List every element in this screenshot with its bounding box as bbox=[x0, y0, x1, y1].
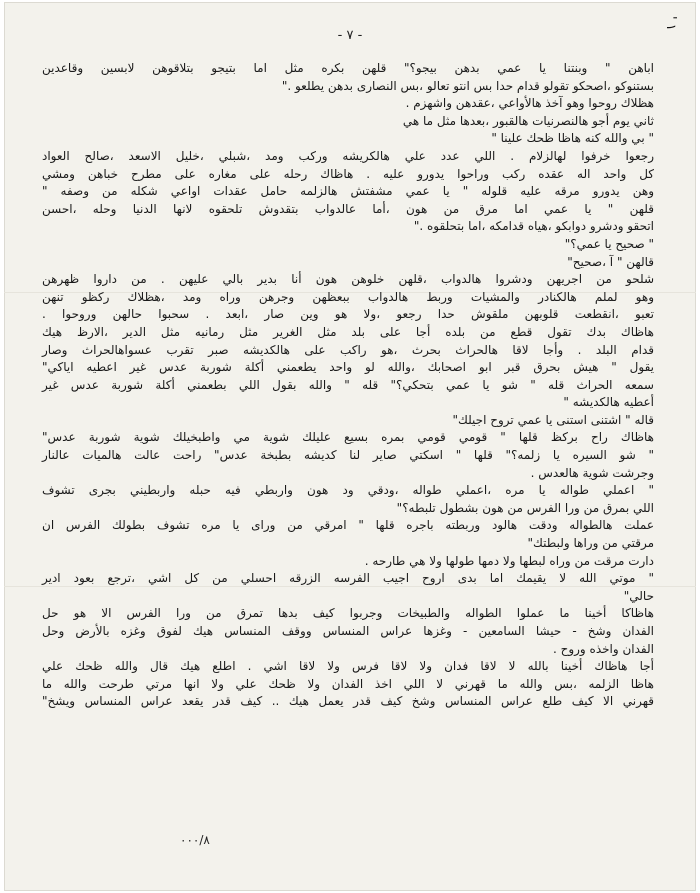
text-line: " بي والله كنه هاظا ظحك علينا " bbox=[491, 131, 654, 146]
text-line: هاظاك بدك تقول قطع من بلده أجا على بلد مثل الغرير مثل رمانيه مثل الدير ،الارظ هيك bbox=[42, 324, 654, 339]
text-line: شلحو من اجريهن ودشروا هالدواب ،قلهن خلوهن هون أنا بدير بالي عليهن . من داروا ظهرهن bbox=[42, 272, 654, 287]
document-page bbox=[4, 2, 696, 891]
text-line: كل واحد اله عقده ركب وراحوا يدورو عليه . هاظاك رحله على مغاره على مطرح خباهن ومشي bbox=[42, 166, 654, 181]
text-line: وهن يدورو مرقه عليه قلوله " يا عمي مشفتش هالزلمه حامل عقدات اواعي شكله من وصفه " bbox=[42, 184, 654, 199]
text-line: اتحقو ودشرو دوابكو ،هياه قدامكه ،اما بتحلقوه ." bbox=[413, 219, 654, 234]
text-line: " صحيح يا عمي؟" bbox=[564, 236, 654, 251]
text-line: " اعملي طواله يا مره ،اعملي طواله ،ودقي ود هون واربطي فيه حبله واربطيني بجرى تشوف bbox=[42, 483, 654, 498]
text-line: أعطيه هالكديشه " bbox=[563, 395, 654, 410]
corner-marks: ' ١ bbox=[663, 16, 678, 31]
text-line: وجرشت شوية هالعدس . bbox=[530, 465, 654, 480]
text-line: الفدان واخذه وروح . bbox=[552, 641, 654, 656]
text-line: اباهن " وبنتنا يا عمي بدهن بيجو؟" قلهن بكره مثل اما بتيجو بتلاقوهن لابسين وقاعدين bbox=[42, 61, 654, 75]
text-line: يقول " هيش بحرق قبر ابو اصحابك ،والله لو واحد يطعمني أكلة شوربة عدس غير اعطيه اياكي" bbox=[42, 360, 654, 375]
text-line: " شو السيره يا زلمه؟" قلها " اسكتي صاير لنا كديشه بطبخة عدس" راحت عالت هالميات عالنار bbox=[42, 448, 654, 463]
text-line: بستنوكو ،اصحكو تقولو قدام حدا بس انتو تعالو ،بس النصارى بدهن يطلعو ." bbox=[281, 78, 654, 93]
text-line: تعبو ،انقطعت قلوبهن ملقوش حدا رجعو ،ولا هو وين صار ،ابعد . سحبوا حالهن وروحوا . bbox=[42, 307, 654, 322]
text-line: أجا هاظاك أخينا بالله لا لاقا فدان ولا لاقا فرس ولا لاقا اشي . اطلع هيك قال والله ظحك علي bbox=[42, 659, 654, 674]
text-line: اللي بمرق من ورا الفرس من هون بشطول تلبطه؟" bbox=[396, 500, 654, 515]
text-line: هاظاكا أخينا ما عملوا الطواله والطبيخات وجربوا كيف بدها تمرق من ورا الفرس الا هو حل bbox=[42, 606, 654, 621]
page-number: - ٧ - bbox=[337, 28, 363, 43]
body-text bbox=[42, 60, 654, 711]
text-line: قدام البلد . وأجا لاقا هالحراث بحرث ،هو راكب على هالكديشه صبر تقرب عسواهالحراث وصار bbox=[42, 342, 654, 357]
text-line: هاظا الزلمه ،بس والله ما قهرني لا اللي اخذ الفدان ولا ظحك علي ولا انها مرتي طرحت والله ما bbox=[42, 676, 654, 691]
text-line: سمعه الحراث قله " شو يا عمي بتحكي؟" قله " والله بقول اللي بطعمني أكلة شوربة عدس غير bbox=[42, 377, 654, 392]
text-line: عملت هالطواله ودقت هالود وربطته باجره قلها " امرقي من وراى يا مره تشوف بطولك الفرس ان bbox=[42, 518, 654, 533]
text-line: الفدان وشخ - حيشا السامعين - وغزها عراس المنساس ووقف المنساس هيك لفوق وغزه بالأرض وحل bbox=[42, 624, 654, 638]
text-line: وهو لملم هالكنادر والمشيات وربط هالدواب ببعظهن وجرهن وراه ومد ،هظلاك ركظو تنهن bbox=[42, 289, 654, 304]
text-line: رجعوا خرفوا لهالزلام . اللي عدد علي هالكريشه وركب ومد ،شبلي ،خليل الاسعد ،صالح العواد bbox=[42, 148, 654, 163]
text-line: قاله " اشتنى استنى يا عمي تروح اجيلك" bbox=[452, 412, 654, 427]
text-line: هاظاك راح بركظ قلها " قومي قومي بمره بسيع عليلك شوية مي واطبخيلك شوية شوربة عدس" bbox=[42, 430, 654, 445]
text-line: دارت مرقت من وراه لبطها ولا دمها طولها ولا هي طارحه . bbox=[364, 553, 654, 568]
text-line: مرقتي من وراها ولبطتك" bbox=[527, 536, 654, 551]
text-line: هظلاك روحوا وهو آخذ هالأواعي ،عقدهن واشهزم . bbox=[405, 96, 654, 111]
footer-code: ٠٠٠/٨ bbox=[180, 833, 210, 847]
text-line: قالهن " آ ،صحيح" bbox=[567, 254, 654, 269]
text-line: حالي" bbox=[623, 588, 654, 603]
text-line: قلهن " يا عمي اما مرق من هون ،أما عالدواب بتقدوش تلحقوه لانها الدنيا وحله ،احسن bbox=[42, 201, 654, 216]
text-line: ثاني يوم أجو هالنصرنيات هالقبور ،بعدها مثل ما هي bbox=[402, 113, 654, 128]
text-line: " موتي الله لا يقيمك اما بدى اروح اجيب الفرسه الزرقه احسلي من كل اشي ،ترجع بعود ادير bbox=[42, 571, 654, 586]
text-line: قهرني الا كيف طلع عراس المنساس وشخ كيف قدر يعمل هيك .. كيف قدر يقعد عراس المنساس ويشخ" bbox=[42, 694, 654, 709]
